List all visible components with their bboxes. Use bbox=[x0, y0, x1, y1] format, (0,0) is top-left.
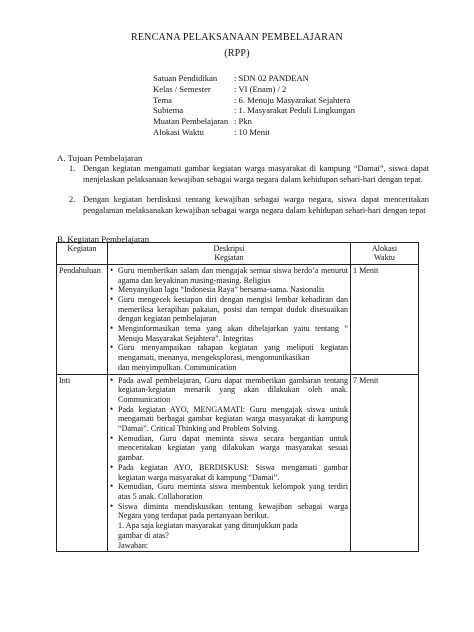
section-a-heading: A. Tujuan Pembelajaran bbox=[57, 153, 143, 163]
row-kegiatan: Inti bbox=[57, 374, 108, 552]
activity-table bbox=[56, 242, 419, 552]
identity-value: : 10 Menit bbox=[234, 126, 270, 137]
list-item: • Guru menyampaikan tahapan kegiatan yang meliputi kegiatan mengamati, menanya, mengeksplorasi, mengomunikasikan bbox=[110, 343, 348, 362]
objective-item bbox=[69, 164, 429, 185]
identity-row bbox=[153, 127, 355, 138]
objective-item bbox=[69, 195, 429, 216]
objective-text: Dengan kegiatan berdiskusi tentang kewajiban sebagai warga negara, siswa dapat menceritakan pengalaman melaksanakan kewajiban sebagai warga negara dalam kehidupan sehari-hari dengan tepat bbox=[83, 195, 429, 215]
identity-label: Subtema bbox=[153, 105, 184, 116]
identity-value: : VI (Enam) / 2 bbox=[234, 83, 287, 94]
list-item: • Kemudian, Guru dapat meminta siswa secara bergantian untuk menceritakan kegiatan yang dilakukan warga masyarakat sesuai gambar. bbox=[110, 434, 348, 463]
list-item-continuation: dan menyimpulkan. Communication bbox=[118, 362, 237, 372]
list-item: • Siswa diminta mendiskusikan tentang kewajiban sebagai warga Negara yang terdapat pada pertanyaan berikut. bbox=[110, 502, 348, 521]
identity-label: Alokasi Waktu bbox=[153, 126, 204, 137]
answer-label: Jawaban: bbox=[118, 540, 149, 550]
header-deskripsi-line2: Kegiatan bbox=[214, 253, 244, 263]
list-item: • Menyanyikan lagu “Indonesia Raya” bersama-sama. Nasionalis bbox=[110, 285, 348, 295]
objective-text: Dengan kegiatan mengamati gambar kegiatan warga masyarakat di kampung “Damai”, siswa dapat menjelaskan pelaksanaan kewajiban sebagai warga negara dalam kehidupan sehari-hari dengan tepat. bbox=[83, 164, 429, 184]
list-item: • Menginformasikan tema yang akan dibelajarkan yaitu tentang ” Menuju Masyarakat Sejahtera”. Integritas bbox=[110, 324, 348, 343]
header-kegiatan: Kegiatan bbox=[57, 243, 108, 265]
header-deskripsi-line1: Deskripsi bbox=[213, 244, 245, 253]
header-alokasi-line1: Alokasi bbox=[371, 244, 398, 253]
header-alokasi bbox=[351, 243, 419, 265]
table-row bbox=[57, 374, 419, 552]
objective-number: 2. bbox=[69, 195, 76, 204]
question-line: gambar di atas? bbox=[118, 530, 169, 540]
identity-value: : 6. Menuju Masyarakat Sejahtera bbox=[234, 94, 351, 105]
identity-block bbox=[153, 73, 355, 138]
identity-row bbox=[153, 116, 355, 127]
identity-row bbox=[153, 73, 355, 84]
identity-value: : 1. Masyarakat Peduli Lingkungan bbox=[234, 105, 356, 116]
identity-label: Satuan Pendidikan bbox=[153, 73, 218, 83]
list-item: • Pada awal pembelajaran, Guru dapat memberikan gambaran tentang kegiatan-kegiatan menarik yang akan dilakukan oleh anak. Communication bbox=[110, 376, 348, 405]
table-header-row bbox=[57, 243, 419, 265]
list-item: • Pada kegiatan AYO, MENGAMATI: Guru mengajak siswa untuk mengamati berbagai gambar kegiatan warga masyarakat di kampung “Damai”. Critical Thinking and Problem Solving bbox=[110, 405, 348, 434]
objective-number: 1. bbox=[69, 164, 76, 173]
row-kegiatan: Pendahuluan bbox=[57, 264, 108, 374]
row-deskripsi bbox=[108, 374, 351, 552]
document-title: RENCANA PELAKSANAAN PEMBELAJARAN bbox=[131, 32, 343, 43]
header-alokasi-line2: Waktu bbox=[374, 253, 395, 263]
identity-value: : Pkn bbox=[234, 116, 252, 127]
identity-row bbox=[153, 95, 355, 106]
row-deskripsi bbox=[108, 264, 351, 374]
row-waktu: 1 Menit bbox=[351, 264, 419, 374]
identity-label: Kelas / Semester bbox=[153, 83, 211, 94]
question-line: 1. Apa saja kegiatan masyarakat yang ditunjukkan pada bbox=[118, 521, 298, 531]
document-subtitle: (RPP) bbox=[224, 48, 250, 59]
list-item: • Guru mengecek kesiapan diri dengan mengisi lembar kehadiran dan memeriksa kerapihan pakaian, posisi dan tempat duduk disesuaikan dengan kegiatan pembelajaran bbox=[110, 295, 348, 324]
header-deskripsi bbox=[108, 243, 351, 265]
identity-row bbox=[153, 84, 355, 95]
identity-label: Muatan Pembelajaran bbox=[153, 116, 229, 127]
list-item: • Guru memberikan salam dan mengajak semua siswa berdo’a menurut agama dan keyakinan masing-masing. Religius bbox=[110, 266, 348, 285]
list-item: • Pada kegiatan AYO, BERDISKUSI: Siswa mengamati gambar kegiatan warga masyarakat di kampung “Damai”. bbox=[110, 463, 348, 482]
row-waktu: 7 Menit bbox=[351, 374, 419, 552]
identity-row bbox=[153, 105, 355, 116]
section-b-heading: B. Kegiatan Pembelajaran bbox=[57, 234, 150, 244]
list-item: • Kemudian, Guru meminta siswa membentuk kelompok yang terdiri atas 5 anak. Collaboration bbox=[110, 482, 348, 501]
table-row bbox=[57, 264, 419, 374]
identity-label: Tema bbox=[153, 94, 172, 105]
identity-value: : SDN 02 PANDEAN bbox=[234, 73, 309, 83]
